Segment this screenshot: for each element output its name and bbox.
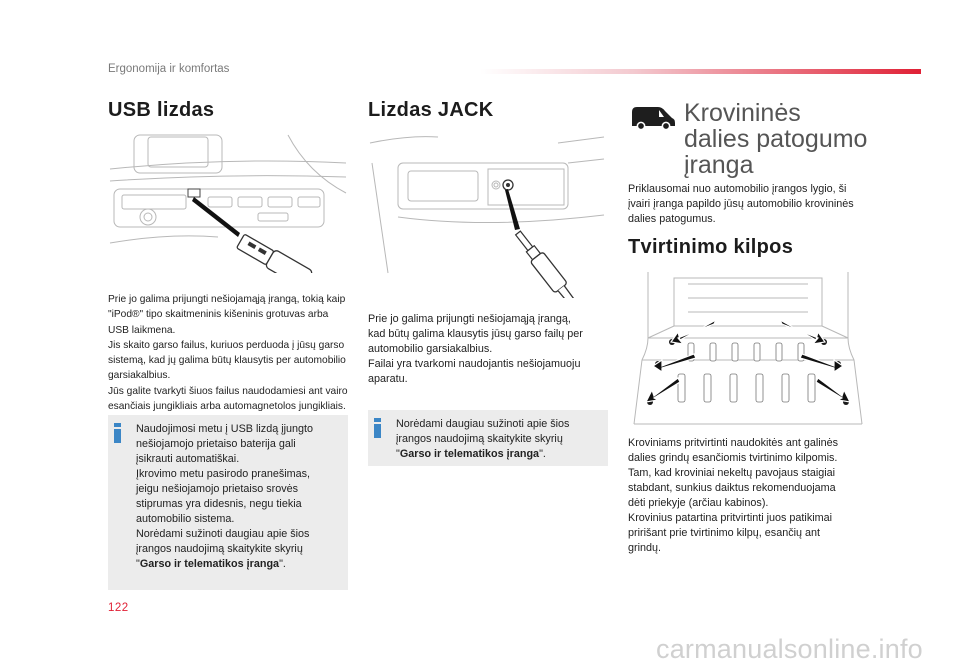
- usb-info-line: Naudojimosi metu į USB lizdą įjungto: [136, 423, 314, 435]
- cargo-floor-illustration: [628, 268, 868, 428]
- cargo-title-line: dalies patogumo: [684, 125, 868, 153]
- cargo-line: dėti priekyje (arčiau kabinos).: [628, 497, 769, 509]
- jack-info-reference: "Garso ir telematikos įranga".: [396, 448, 546, 460]
- jack-line: automobilio garsiakalbius.: [368, 343, 493, 355]
- jack-info-box: [368, 410, 608, 466]
- usb-line: USB laikmena.: [108, 324, 176, 336]
- usb-description: [108, 292, 358, 414]
- usb-info-line: jeigu nešiojamojo prietaiso srovės: [136, 483, 299, 495]
- usb-line: esančiais jungikliais arba automagnetolos jungikliais.: [108, 401, 346, 413]
- jack-info-line: įrangos naudojimą skaitykite skyrių: [396, 433, 563, 445]
- cargo-description: [628, 436, 878, 556]
- cargo-line: Kroviniams pritvirtinti naudokitės ant galinės: [628, 437, 839, 449]
- jack-description: [368, 312, 613, 387]
- header-rule: [480, 69, 921, 74]
- cargo-line: Krovinius patartina pritvirtinti juos patikimai: [628, 512, 833, 524]
- usb-line: "iPod®" tipo skaitmeninis kišeninis grotuvas arba: [108, 309, 329, 321]
- cargo-line: pririšant prie tvirtinimo kilpų, esančių ant: [628, 527, 821, 539]
- cargo-line: dalies grindų esančiomis tvirtinimo kilpomis.: [628, 452, 838, 464]
- van-icon: [628, 104, 678, 130]
- usb-socket-illustration: [108, 133, 348, 273]
- cargo-intro-line: Priklausomai nuo automobilio įrangos lygio, ši: [628, 183, 847, 195]
- anchoring-rings-title: Tvirtinimo kilpos: [628, 236, 794, 258]
- usb-info-box: [108, 415, 348, 590]
- jack-line: Failai yra tvarkomi naudojantis nešiojamuoju: [368, 358, 581, 370]
- info-icon: [374, 418, 381, 438]
- usb-info-line: Įkrovimo metu pasirodo pranešimas,: [136, 468, 311, 480]
- usb-info-line: nešiojamojo prietaiso baterija gali: [136, 438, 296, 450]
- cargo-line: grindų.: [628, 542, 662, 554]
- jack-title: Lizdas JACK: [368, 99, 494, 121]
- section-header: Ergonomija ir komfortas: [108, 63, 230, 75]
- watermark: carmanualsonline.info: [656, 634, 923, 664]
- cargo-intro: [628, 182, 878, 227]
- usb-reference-link[interactable]: Garso ir telematikos įranga: [139, 558, 280, 570]
- usb-info-line: stiprumas yra didesnis, negu tiekia: [136, 498, 302, 510]
- info-icon: [114, 423, 121, 443]
- cargo-line: stabdant, sunkius daiktus rekomenduojama: [628, 482, 836, 494]
- usb-info-line: įrangos naudojimą skaitykite skyrių: [136, 543, 303, 555]
- usb-info-reference: "Garso ir telematikos įranga".: [136, 558, 286, 570]
- jack-line: Prie jo galima prijungti nešiojamąją įrangą,: [368, 313, 571, 325]
- usb-line: Prie jo galima prijungti nešiojamąją įrangą, tokią kaip: [108, 294, 346, 305]
- cargo-intro-line: įvairi įranga papildo jūsų automobilio krovininės: [628, 198, 854, 210]
- cargo-line: Tam, kad kroviniai nekeltų pavojaus staigiai: [628, 467, 836, 479]
- cargo-title: [684, 100, 867, 178]
- jack-line: kad būtų galima klausytis jūsų garso failų per: [368, 328, 583, 340]
- usb-info-line: įsikrauti automatiškai.: [136, 453, 240, 465]
- jack-socket-illustration: [368, 133, 608, 298]
- usb-info-line: automobilio sistema.: [136, 513, 235, 525]
- usb-title: USB lizdas: [108, 99, 215, 121]
- jack-line: aparatu.: [368, 373, 408, 385]
- usb-line: Jūs galite tvarkyti šiuos failus naudodamiesi ant vairo: [108, 385, 348, 397]
- usb-info-line: Norėdami sužinoti daugiau apie šios: [136, 528, 310, 540]
- cargo-title-line: Krovininės: [684, 99, 801, 127]
- cargo-intro-line: dalies patogumus.: [628, 213, 716, 225]
- usb-line: garsiakalbius.: [108, 370, 171, 382]
- page-number: 122: [108, 602, 129, 614]
- jack-info-line: Norėdami daugiau sužinoti apie šios: [396, 418, 570, 430]
- usb-line: sistemą, kad jų galima būtų klausytis per automobilio: [108, 355, 346, 367]
- cargo-title-line: įranga: [684, 151, 754, 179]
- usb-line: Jis skaito garso failus, kuriuos perduoda į jūsų garso: [108, 339, 345, 351]
- jack-reference-link[interactable]: Garso ir telematikos įranga: [399, 448, 540, 460]
